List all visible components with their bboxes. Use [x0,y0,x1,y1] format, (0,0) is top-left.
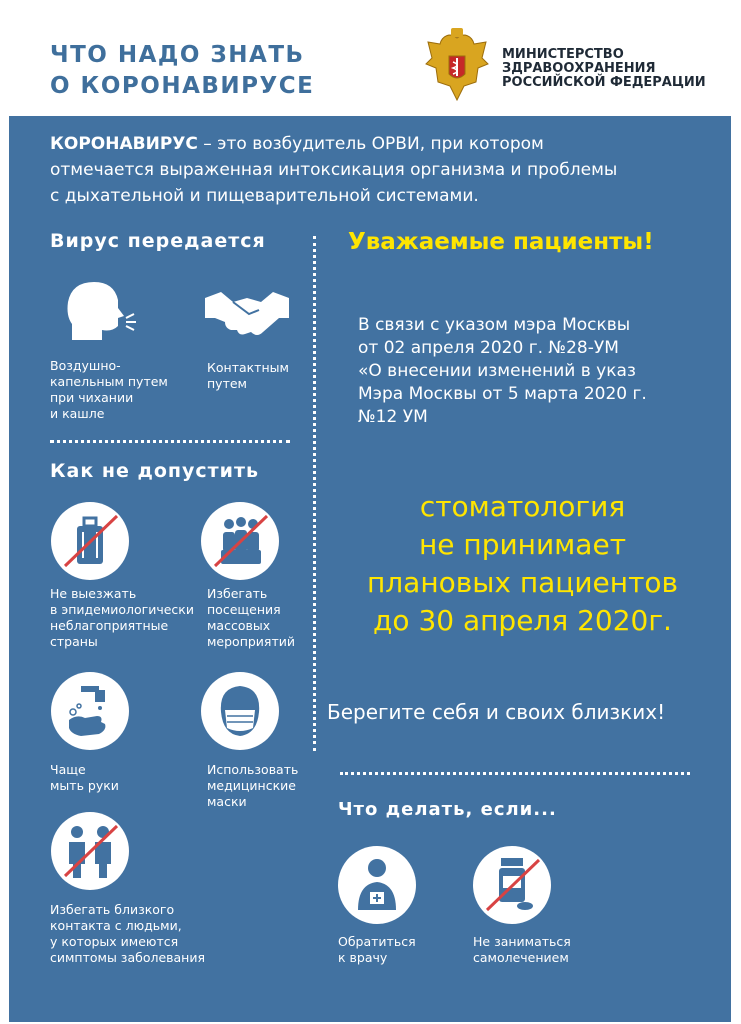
closure-line: стоматология [419,490,626,523]
caption-line: Не заниматься [473,934,571,949]
caption-line: симптомы заболевания [50,950,205,965]
caption-line: Контактным [207,360,289,375]
ministry-line-1: МИНИСТЕРСТВО [502,47,624,62]
decree-text [358,314,698,429]
contact-caption [207,360,289,392]
intro-term: КОРОНАВИРУС [50,134,198,154]
intro-line-1: – это возбудитель ОРВИ, при котором [197,134,544,154]
caption-line: путем [207,376,247,391]
intro-line-3: с дыхательной и пищеварительной системами. [50,186,479,206]
mask-icon [201,672,279,750]
caption-line: посещения [207,602,281,617]
transmission-heading: Вирус передается [50,230,266,252]
handshake-icon [203,288,291,338]
no-close-contact-caption [50,902,205,966]
no-crowds-caption [207,586,295,650]
caption-line: Воздушно- [50,358,121,373]
no-self-medication-icon [473,846,551,924]
caption-line: в эпидемиологически [50,602,194,617]
mask-caption [207,762,298,810]
caption-line: самолечением [473,950,569,965]
poster-title [50,40,314,102]
ministry-line-2: ЗДРАВООХРАНЕНИЯ [502,61,656,76]
caption-line: контакта с людьми, [50,918,182,933]
wash-hands-caption [50,762,119,794]
section-divider [340,772,690,775]
caption-line: и кашле [50,406,105,421]
caption-line: Обратиться [338,934,416,949]
decree-line: №12 УМ [358,407,428,427]
decree-line: Мэра Москвы от 5 марта 2020 г. [358,384,647,404]
section-divider [50,440,290,443]
caption-line: Использовать [207,762,299,777]
no-close-contact-icon [51,812,129,890]
caption-line: Избегать близкого [50,902,175,917]
caption-line: Чаще [50,762,86,777]
coat-of-arms-icon [422,28,492,108]
column-divider [313,236,316,751]
caption-line: у которых имеются [50,934,179,949]
title-line-2: О КОРОНАВИРУСЕ [50,73,315,99]
caption-line: Избегать [207,586,268,601]
ministry-name [502,48,706,90]
caption-line: массовых [207,618,271,633]
prevention-heading: Как не допустить [50,460,260,482]
no-crowds-icon [201,502,279,580]
caption-line: мероприятий [207,634,295,649]
sneeze-icon [62,278,142,340]
caption-line: Не выезжать [50,586,137,601]
greeting: Уважаемые пациенты! [348,229,654,255]
caption-line: маски [207,794,247,809]
title-line-1: ЧТО НАДО ЗНАТЬ [50,42,305,68]
intro-line-2: отмечается выраженная интоксикация организма и проблемы [50,160,618,180]
take-care-text: Берегите себя и своих близких! [327,700,666,724]
decree-line: «О внесении изменений в указ [358,361,636,381]
no-self-medication-caption [473,934,571,966]
closure-line: плановых пациентов [366,566,679,599]
ministry-line-3: РОССИЙСКОЙ ФЕДЕРАЦИИ [502,75,706,90]
caption-line: неблагоприятные [50,618,169,633]
airborne-caption [50,358,168,422]
caption-line: к врачу [338,950,388,965]
doctor-icon [338,846,416,924]
intro-text [50,131,690,209]
actions-heading: Что делать, если... [338,799,557,820]
no-travel-icon [51,502,129,580]
caption-line: при чихании [50,390,134,405]
caption-line: капельным путем [50,374,168,389]
decree-line: от 02 апреля 2020 г. №28-УМ [358,338,619,358]
caption-line: мыть руки [50,778,119,793]
closure-line: не принимает [418,528,627,561]
closure-line: до 30 апреля 2020г. [373,604,672,637]
no-travel-caption [50,586,194,650]
wash-hands-icon [51,672,129,750]
closure-notice [325,488,720,640]
doctor-caption [338,934,416,966]
caption-line: медицинские [207,778,296,793]
caption-line: страны [50,634,98,649]
decree-line: В связи с указом мэра Москвы [358,315,631,335]
